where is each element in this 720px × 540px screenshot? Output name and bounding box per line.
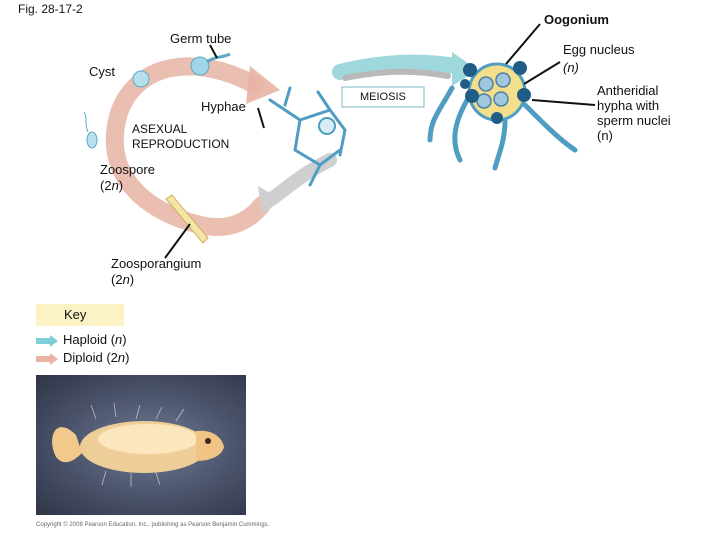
germ-tube-pointer: [210, 45, 217, 58]
zoosporangium-pointer: [165, 224, 190, 258]
cyst-label: Cyst: [89, 64, 115, 79]
oogonium-label: Oogonium: [544, 12, 609, 27]
hyphae-label: Hyphae: [201, 99, 246, 114]
egg-nucleus-pointer: [524, 62, 560, 84]
zoospore-cell: [87, 132, 97, 148]
oogonium-pointer: [506, 24, 540, 64]
egg-nucleus-label: Egg nucleus: [563, 42, 635, 57]
meiosis-grey-arrow: [345, 72, 448, 78]
zoosporangium-ploidy: (2n): [111, 272, 135, 287]
antheridial-pointer: [532, 100, 595, 105]
meiosis-label: MEIOSIS: [360, 91, 406, 103]
photo-copyright: Copyright © 2008 Pearson Education, Inc., publishing as Pearson Benjamin Cummings.: [36, 522, 270, 528]
haploid-label: Haploid (n): [63, 332, 127, 347]
germ-tube: [207, 54, 230, 62]
zoospore-ploidy: (2n): [100, 178, 124, 193]
diploid-swatch: [36, 352, 58, 364]
diploid-arrowhead-top: [246, 66, 280, 104]
infected-fish-photo: [36, 375, 246, 515]
antheridial-label-line2: hypha with: [597, 98, 660, 113]
antheridial-label-line1: Antheridial: [597, 83, 659, 98]
diploid-label: Diploid (2n): [63, 350, 130, 365]
hyphae-pointer: [258, 108, 264, 128]
zoospore-flagellum: [84, 112, 88, 132]
figure-number: Fig. 28-17-2: [18, 2, 83, 16]
zoospore-label: Zoospore: [100, 162, 155, 177]
key-title: Key: [64, 307, 87, 322]
germ-tube-label: Germ tube: [170, 31, 232, 46]
germ-tube-cyst: [191, 57, 209, 75]
asexual-label-line2: REPRODUCTION: [132, 137, 230, 151]
antheridial-label-line3: sperm nuclei: [597, 113, 671, 128]
cyst-cell: [133, 71, 149, 87]
fish-illustration: [36, 375, 246, 515]
asexual-label-line1: ASEXUAL: [132, 122, 188, 136]
antheridial-ploidy: (n): [597, 128, 613, 143]
haploid-swatch: [36, 334, 58, 346]
hyphae-sporangium: [319, 118, 335, 134]
zoosporangium-label: Zoosporangium: [111, 256, 202, 271]
egg-nucleus-ploidy: (n): [563, 60, 579, 75]
